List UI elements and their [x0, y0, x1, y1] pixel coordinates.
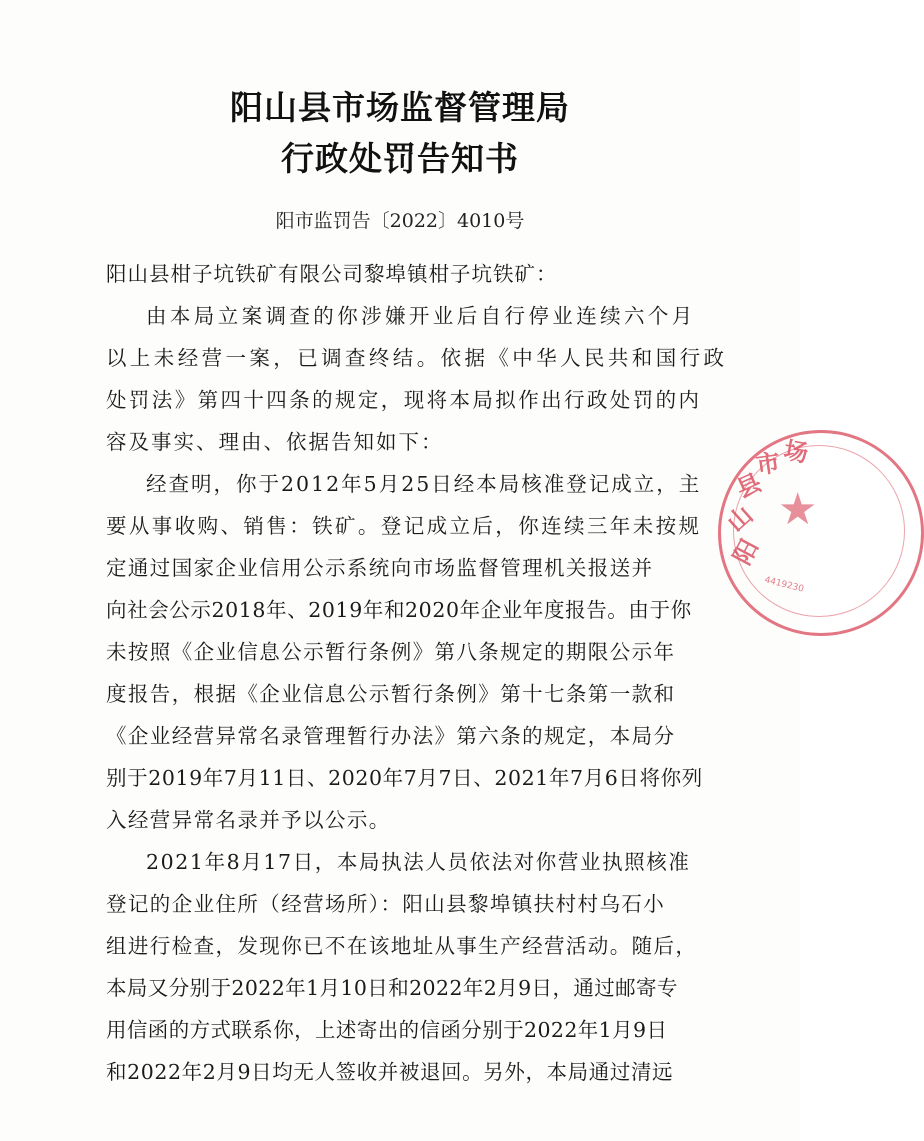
body-line: 和2022年2月9日均无人签收并被退回。另外，本局通过清远: [106, 1060, 674, 1084]
body-line: 经查明，你于2012年5月25日经本局核准登记成立，主: [146, 472, 702, 496]
seal-char: 阳: [727, 534, 764, 570]
body-line: 容及事实、理由、依据告知如下：: [106, 430, 444, 454]
body-line: 2021年8月17日，本局执法人员依法对你营业执照核准: [146, 850, 691, 874]
seal-char: 县: [731, 467, 766, 504]
body-line: 登记的企业住所（经营场所）：阳山县黎埠镇扶村村乌石小: [106, 892, 666, 916]
seal-char: 市: [754, 447, 782, 480]
recipient: 阳山县柑子坑铁矿有限公司黎埠镇柑子坑铁矿：: [106, 262, 558, 286]
body-line: 由本局立案调查的你涉嫌开业后自行停业连续六个月: [146, 304, 696, 328]
document-title-line-1: 阳山县市场监督管理局: [230, 88, 570, 127]
body-line: 别于2019年7月11日、2020年7月7日、2021年7月6日将你列: [106, 766, 703, 790]
seal-star-icon: ★: [778, 484, 818, 535]
document-number: 阳市监罚告〔2022〕4010号: [275, 210, 525, 232]
body-line: 处罚法》第四十四条的规定，现将本局拟作出行政处罚的内: [106, 388, 702, 412]
seal-char: 场: [781, 435, 811, 468]
body-line: 度报告，根据《企业信息公示暂行条例》第十七条第一款和: [106, 682, 676, 706]
seal-number: 4419230: [763, 575, 805, 595]
body-line: 本局又分别于2022年1月10日和2022年2月9日，通过邮寄专: [106, 976, 678, 1000]
seal-char: 山: [721, 499, 759, 538]
body-line: 未按照《企业信息公示暂行条例》第八条规定的期限公示年: [106, 640, 676, 664]
body-line: 用信函的方式联系你，上述寄出的信函分别于2022年1月9日: [106, 1018, 668, 1042]
body-line: 入经营异常名录并予以公示。: [106, 808, 391, 832]
body-line: 组进行检查，发现你已不在该地址从事生产经营活动。随后，: [106, 934, 698, 958]
body-line: 以上未经营一案，已调查终结。依据《中华人民共和国行政: [106, 346, 728, 370]
body-line: 向社会公示2018年、2019年和2020年企业年度报告。由于你: [106, 598, 692, 622]
body-line: 要从事收购、销售：铁矿。登记成立后，你连续三年未按规: [106, 514, 702, 538]
body-line: 《企业经营异常名录管理暂行办法》第六条的规定，本局分: [106, 724, 676, 748]
document-title-line-2: 行政处罚告知书: [281, 139, 519, 178]
body-line: 定通过国家企业信用公示系统向市场监督管理机关报送并: [106, 556, 654, 580]
